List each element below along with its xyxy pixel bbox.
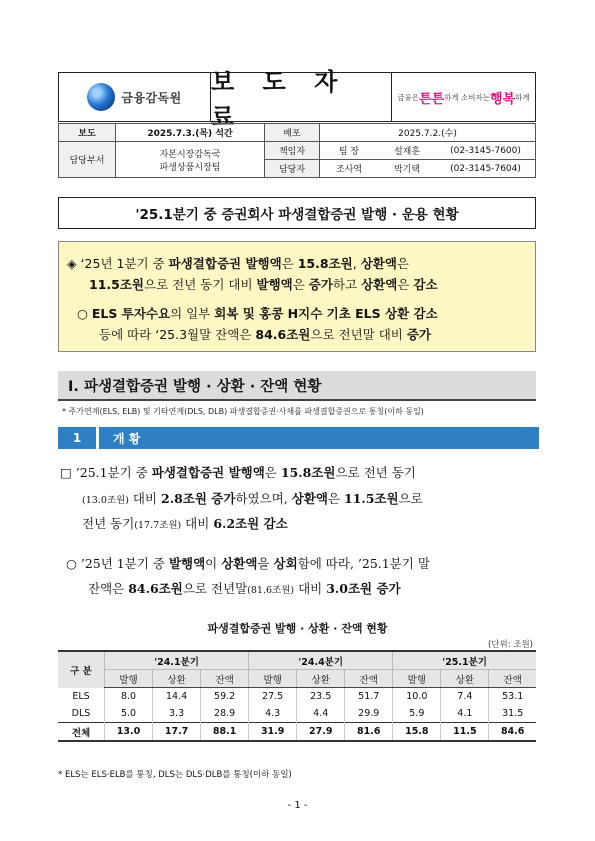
text: 상환액 xyxy=(360,256,397,271)
text: 감소 xyxy=(413,277,438,292)
section-heading: Ⅰ. 파생결합증권 발행 · 상환 · 잔액 현황 xyxy=(58,371,536,401)
staff-name: 박기택 xyxy=(378,160,436,178)
text: 15.8조원 xyxy=(280,465,336,480)
text: 상환액 xyxy=(221,556,258,571)
text: (81.6조원) xyxy=(247,585,295,596)
text: 파생결합증권 발행액 xyxy=(168,256,282,271)
text: 대비 xyxy=(181,516,214,531)
text: 발행액 xyxy=(168,556,206,571)
text: 3.0조원 증가 xyxy=(326,581,401,596)
text: 증가 xyxy=(308,277,333,292)
text: 등에 따라 ‘25.3월말 잔액은 xyxy=(99,327,256,342)
slogan-word: 행복 xyxy=(490,91,516,107)
text: 으로 전년말 대비 xyxy=(310,327,407,342)
headline: '25.1분기 중 증권회사 파생결합증권 발행 · 운용 현황 xyxy=(58,197,536,229)
text: 84.6조원 xyxy=(255,327,311,342)
text: 상환액 xyxy=(361,277,398,292)
text: (17.7조원) xyxy=(134,520,182,531)
dept-1: 자본시장감독국 xyxy=(159,149,221,160)
para2-line-1 xyxy=(66,556,430,572)
column-header: 잔액 xyxy=(489,670,536,688)
column-header: 상환 xyxy=(441,670,489,688)
text: 회복 및 홍콩 H지수 기초 ELS 상환 감소 xyxy=(214,306,438,321)
release-label: 보도 xyxy=(59,124,116,142)
column-header: 상환 xyxy=(297,670,345,688)
table-cell: 5.9 xyxy=(393,705,441,723)
dept-label: 담당부서 xyxy=(59,142,116,178)
press-release-header xyxy=(58,68,536,131)
dept-cell xyxy=(116,142,265,178)
dept-2: 파생상품시장팀 xyxy=(159,162,221,173)
table-cell: 53.1 xyxy=(489,688,536,706)
text: 대비 xyxy=(128,491,162,506)
table-cell: 14.4 xyxy=(153,688,201,706)
column-header: 잔액 xyxy=(201,670,249,688)
text: 전년 동기 xyxy=(82,516,135,531)
table-footnote: * ELS는 ELS·ELB를 통칭, DLS는 DLS·DLB를 통칭(이하 동일) xyxy=(58,770,292,780)
text: 11.5조원 xyxy=(89,277,144,292)
text: 상환액 xyxy=(291,491,328,506)
table-cell: 4.3 xyxy=(249,705,297,723)
summary-line-1 xyxy=(67,256,409,271)
subsection-number: 1 xyxy=(58,427,96,449)
table-cell: 10.0 xyxy=(393,688,441,706)
table-cell: 13.0 xyxy=(105,723,153,742)
staff-title: 조사역 xyxy=(320,160,379,178)
page-number: - 1 - xyxy=(287,800,308,811)
text: 은 xyxy=(396,256,409,271)
text: 은 xyxy=(292,277,309,292)
column-header: 잔액 xyxy=(345,670,393,688)
text: 파생결합증권 발행액 xyxy=(151,465,265,480)
text: 잔액은 xyxy=(88,581,129,596)
text: ○ ’25년 1분기 중 xyxy=(66,556,169,571)
slogan-word: 튼튼 xyxy=(419,91,445,107)
column-header: 발행 xyxy=(393,670,441,688)
table-cell: 5.0 xyxy=(105,705,153,723)
text: 을 xyxy=(257,556,274,571)
table-cell: 31.5 xyxy=(489,705,536,723)
table-cell: 3.3 xyxy=(153,705,201,723)
org-name: 금융감독원 xyxy=(121,90,182,105)
text: 증가 xyxy=(406,327,431,342)
document-title: 보 도 자 료 xyxy=(211,73,392,121)
para2-line-2 xyxy=(88,581,401,599)
resp-title: 팀 장 xyxy=(320,142,379,160)
text: □ ’25.1분기 중 xyxy=(60,465,152,480)
table-row xyxy=(58,723,536,742)
row-label: 전체 xyxy=(58,723,105,742)
text: 하고 xyxy=(332,277,362,292)
column-header: 상환 xyxy=(153,670,201,688)
dist-value: 2025.7.2.(수) xyxy=(320,124,536,142)
staff-phone: (02-3145-7604) xyxy=(436,160,536,178)
fss-emblem-icon xyxy=(87,83,115,111)
text: (13.0조원) xyxy=(82,495,129,506)
table-cell: 84.6 xyxy=(489,723,536,742)
release-value: 2025.7.3.(목) 석간 xyxy=(116,124,265,142)
subsection-title: 개 황 xyxy=(99,427,539,449)
table-cell: 4.4 xyxy=(297,705,345,723)
release-info-table xyxy=(58,123,536,178)
period-header: '24.1분기 xyxy=(105,651,249,670)
row-label: ELS xyxy=(72,690,90,702)
text: 함에 따라, ’25.1분기 말 xyxy=(297,556,430,571)
para1-line-3 xyxy=(82,516,288,534)
table-cell: 28.9 xyxy=(201,705,249,723)
text: ◈ ‘25년 1분기 중 xyxy=(67,256,169,271)
table-cell: 27.9 xyxy=(297,723,345,742)
text: , xyxy=(352,256,361,271)
column-header: 발행 xyxy=(105,670,153,688)
text: 은 xyxy=(281,256,298,271)
slogan xyxy=(392,73,535,121)
text: 은 xyxy=(264,465,281,480)
period-header: '24.4분기 xyxy=(249,651,393,670)
table-cell: 88.1 xyxy=(201,723,249,742)
text: 발행액 xyxy=(256,277,293,292)
text: 은 xyxy=(397,277,414,292)
text: 84.6조원 xyxy=(128,581,183,596)
text: 의 일부 xyxy=(170,306,215,321)
text: ○ xyxy=(77,306,92,321)
subsection-bar xyxy=(58,427,539,449)
slogan-part: 하게 xyxy=(515,92,530,102)
table-cell: 17.7 xyxy=(153,723,201,742)
period-header: '25.1분기 xyxy=(393,651,536,670)
table-cell: 29.9 xyxy=(345,705,393,723)
table-row xyxy=(58,705,536,723)
table-cell: 31.9 xyxy=(249,723,297,742)
table-cell: 27.5 xyxy=(249,688,297,706)
resp-name: 설재훈 xyxy=(378,142,436,160)
table-cell: 15.8 xyxy=(393,723,441,742)
staff-label: 담당자 xyxy=(265,160,320,178)
table-row xyxy=(58,688,536,706)
table-title: 파생결합증권 발행 · 상환 · 잔액 현황 xyxy=(207,622,388,635)
text: 이 xyxy=(205,556,222,571)
summary-line-3 xyxy=(77,306,438,321)
summary-box xyxy=(58,241,536,352)
text: 6.2조원 감소 xyxy=(213,516,288,531)
para1-line-1 xyxy=(60,465,416,481)
resp-label: 책임자 xyxy=(265,142,320,160)
table-cell: 11.5 xyxy=(441,723,489,742)
derivatives-table xyxy=(58,650,536,742)
table-cell: 81.6 xyxy=(345,723,393,742)
row-label: DLS xyxy=(71,708,91,719)
text: 대비 xyxy=(294,581,327,596)
table-cell: 59.2 xyxy=(201,688,249,706)
summary-line-2 xyxy=(89,277,438,292)
summary-line-4 xyxy=(99,327,431,342)
text: 2.8조원 증가 xyxy=(161,491,236,506)
row-header: 구 분 xyxy=(58,651,105,688)
text: 으로 xyxy=(398,491,423,506)
slogan-part: 하게 소비자는 xyxy=(444,92,491,102)
text: 은 xyxy=(327,491,344,506)
fss-logo xyxy=(59,73,211,121)
resp-phone: (02-3145-7600) xyxy=(436,142,536,160)
section-note: * 주가연계(ELS, ELB) 및 기타연계(DLS, DLB) 파생결합증권·사채를 파생결합증권으로 통칭(이하 동일) xyxy=(62,407,424,416)
text: 으로 전년 동기 대비 xyxy=(144,277,257,292)
para1-line-2 xyxy=(82,491,423,509)
table-cell: 7.4 xyxy=(441,688,489,706)
table-cell: 23.5 xyxy=(297,688,345,706)
table-cell: 4.1 xyxy=(441,705,489,723)
table-cell: 51.7 xyxy=(345,688,393,706)
table-cell: 8.0 xyxy=(105,688,153,706)
text: 11.5조원 xyxy=(343,491,399,506)
text: 상회 xyxy=(273,556,298,571)
text: 으로 전년말 xyxy=(182,581,248,596)
text: ELS 투자수요 xyxy=(91,306,171,321)
table-unit: (단위: 조원) xyxy=(487,640,533,650)
slogan-part: 금융은 xyxy=(397,92,420,102)
dist-label: 배포 xyxy=(265,124,320,142)
text: 으로 전년 동기 xyxy=(335,465,416,480)
text: 15.8조원 xyxy=(297,256,353,271)
column-header: 발행 xyxy=(249,670,297,688)
text: 하였으며, xyxy=(235,491,292,506)
